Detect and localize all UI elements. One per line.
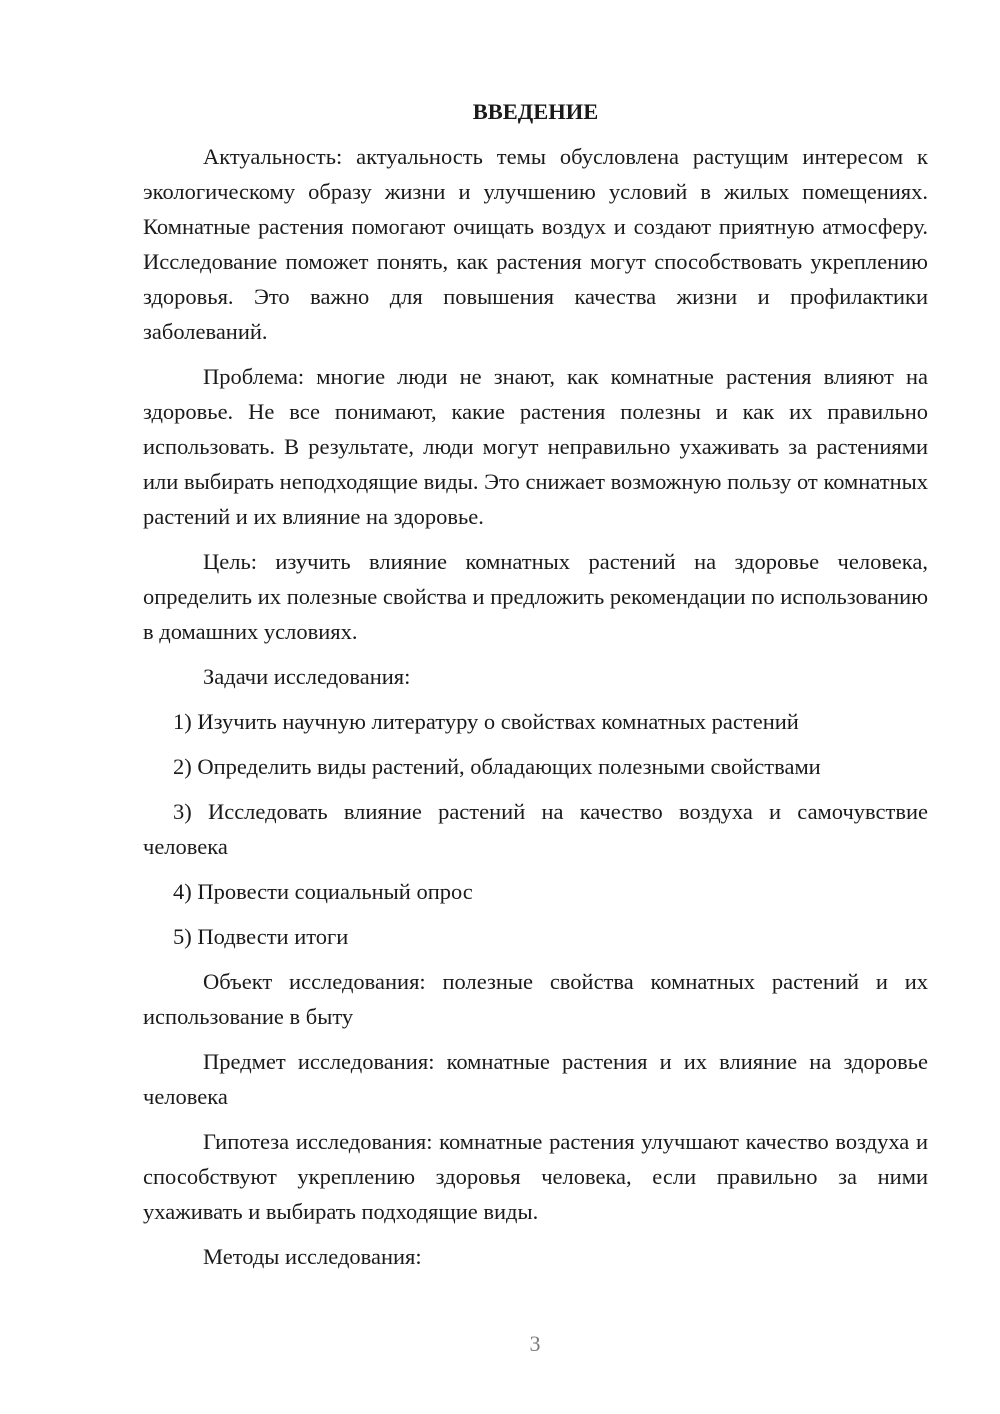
task-item-1: 1) Изучить научную литературу о свойствах комнатных растений [173,709,799,734]
task-item-4: 4) Провести социальный опрос [173,879,473,904]
page-number: 3 [529,1331,541,1356]
tasks-title: Задачи исследования: [203,664,411,689]
relevance-paragraph: Актуальность: актуальность темы обусловлена растущим интересом к экологическому образу жизни и улучшению условий в жилых помещениях. Комнатные растения помогают очищать воздух и создают приятную атмосферу. Исследование поможет понять, как растения могут способствовать укреплению здоровья. Это важно для повышения качества жизни и профилактики заболеваний. [143,144,928,344]
object-paragraph: Объект исследования: полезные свойства комнатных растений и их использование в быту [143,969,928,1029]
document-body [143,94,928,1284]
task-item-3: 3) Исследовать влияние растений на качество воздуха и самочувствие человека [143,799,928,859]
subject-paragraph: Предмет исследования: комнатные растения и их влияние на здоровье человека [143,1049,928,1109]
goal-paragraph: Цель: изучить влияние комнатных растений на здоровье человека, определить их полезные свойства и предложить рекомендации по использованию в домашних условиях. [143,549,928,644]
problem-paragraph: Проблема: многие люди не знают, как комнатные растения влияют на здоровье. Не все понимают, какие растения полезны и как их правильно использовать. В результате, люди могут неправильно ухаживать за растениями или выбирать неподходящие виды. Это снижает возможную пользу от комнатных растений и их влияние на здоровье. [143,364,928,529]
task-item-5: 5) Подвести итоги [173,924,349,949]
methods-title: Методы исследования: [203,1244,422,1269]
hypothesis-paragraph: Гипотеза исследования: комнатные растения улучшают качество воздуха и способствуют укреплению здоровья человека, если правильно за ними ухаживать и выбирать подходящие виды. [143,1129,928,1224]
page-title: ВВЕДЕНИЕ [472,99,599,124]
task-item-2: 2) Определить виды растений, обладающих полезными свойствами [173,754,821,779]
